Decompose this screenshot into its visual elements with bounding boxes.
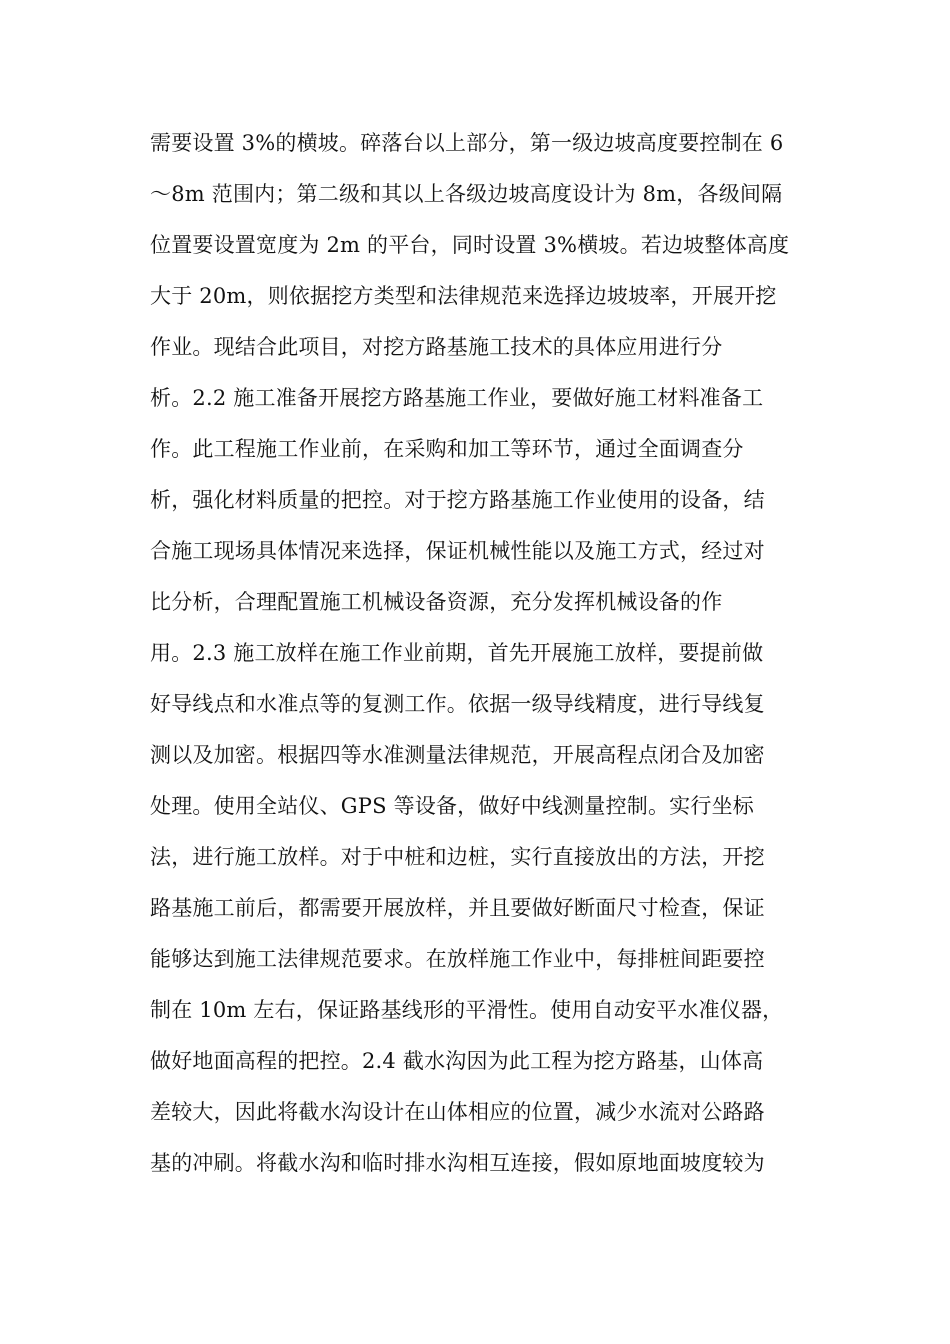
text-line: 位置要设置宽度为 2m 的平台，同时设置 3%横坡。若边坡整体高度 [150, 233, 790, 257]
text-line: 基的冲刷。将截水沟和临时排水沟相互连接，假如原地面坡度较为 [150, 1151, 765, 1175]
text-line: 比分析，合理配置施工机械设备资源，充分发挥机械设备的作 [150, 590, 723, 614]
text-line: 析，强化材料质量的把控。对于挖方路基施工作业使用的设备，结 [150, 488, 765, 512]
text-line: 作业。现结合此项目，对挖方路基施工技术的具体应用进行分 [150, 335, 723, 359]
text-line: 大于 20m，则依据挖方类型和法律规范来选择边坡坡率，开展开挖 [150, 284, 777, 308]
text-line: 能够达到施工法律规范要求。在放样施工作业中，每排桩间距要控 [150, 947, 765, 971]
text-line: 需要设置 3%的横坡。碎落台以上部分，第一级边坡高度要控制在 6 [150, 131, 784, 155]
text-line: 做好地面高程的把控。2.4 截水沟因为此工程为挖方路基，山体高 [150, 1049, 764, 1073]
text-line: 合施工现场具体情况来选择，保证机械性能以及施工方式，经过对 [150, 539, 765, 563]
text-line: 差较大，因此将截水沟设计在山体相应的位置，减少水流对公路路 [150, 1100, 765, 1124]
text-line: 测以及加密。根据四等水准测量法律规范，开展高程点闭合及加密 [150, 743, 765, 767]
text-line: ～8m 范围内；第二级和其以上各级边坡高度设计为 8m，各级间隔 [150, 182, 783, 206]
text-line: 制在 10m 左右，保证路基线形的平滑性。使用自动安平水准仪器， [150, 998, 784, 1022]
text-line: 处理。使用全站仪、GPS 等设备，做好中线测量控制。实行坐标 [150, 794, 754, 818]
text-line: 好导线点和水准点等的复测工作。依据一级导线精度，进行导线复 [150, 692, 765, 716]
text-line: 法，进行施工放样。对于中桩和边桩，实行直接放出的方法，开挖 [150, 845, 765, 869]
text-line: 作。此工程施工作业前，在采购和加工等环节，通过全面调查分 [150, 437, 744, 461]
text-line: 析。2.2 施工准备开展挖方路基施工作业，要做好施工材料准备工 [150, 386, 764, 410]
body-text [150, 118, 810, 1189]
text-line: 路基施工前后，都需要开展放样，并且要做好断面尺寸检查，保证 [150, 896, 765, 920]
text-line: 用。2.3 施工放样在施工作业前期，首先开展施工放样，要提前做 [150, 641, 764, 665]
